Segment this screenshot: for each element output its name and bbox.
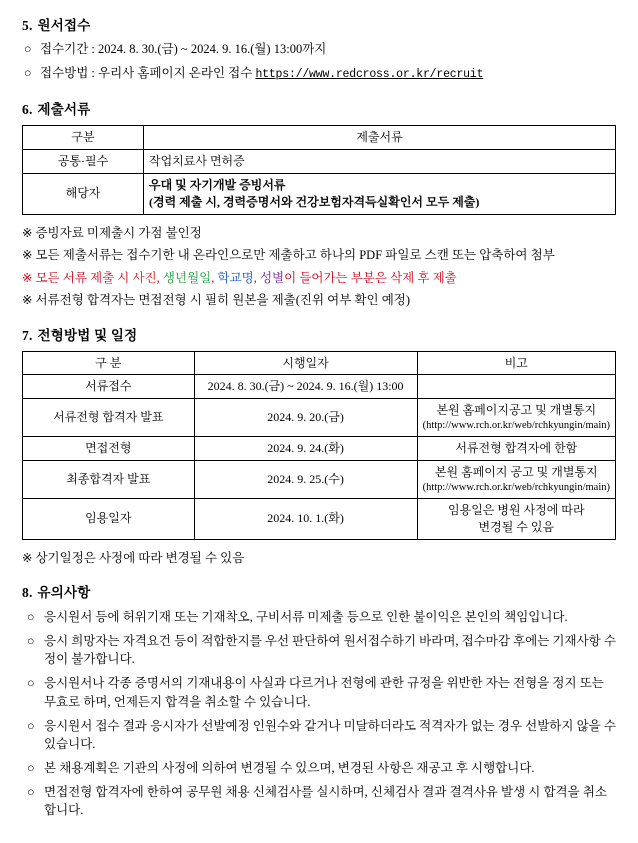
schedule-note-text: 상기일정은 사정에 따라 변경될 수 있음 <box>35 550 245 565</box>
section-title-8 <box>22 581 616 601</box>
application-method-line <box>22 65 616 83</box>
docs-header-documents: 제출서류 <box>144 126 616 150</box>
application-method-label: 접수방법 : <box>40 65 95 80</box>
schedule-header-division: 구 분 <box>23 351 195 375</box>
asterisk-icon: ※ <box>22 225 33 240</box>
docs-note-1-text: 증빙자료 미제출시 가점 불인정 <box>35 225 202 240</box>
schedule-division-1: 서류전형 합격자 발표 <box>23 399 195 437</box>
circle-bullet-icon: ○ <box>27 785 35 799</box>
section-heading-text: 유의사항 <box>37 585 91 600</box>
schedule-header-remark: 비고 <box>417 351 615 375</box>
schedule-division-3: 최종합격자 발표 <box>23 460 195 498</box>
recruit-link[interactable]: https://www.redcross.or.kr/recruit <box>255 67 484 81</box>
section-heading-text: 원서접수 <box>37 18 91 33</box>
remark-line1: 본원 홈페이지 공고 및 개별통지 <box>434 464 598 479</box>
list-item <box>22 783 616 819</box>
docs-doc-line2: (경력 제출 시, 경력증명서와 건강보험자격득실확인서 모두 제출) <box>149 194 480 209</box>
list-item <box>22 717 616 753</box>
remark-line2: (http://www.rch.or.kr/web/rchkyungin/main) <box>422 481 610 493</box>
caution-text-2: 응시 희망자는 자격요건 등이 적합한지를 우선 판단하여 원서접수하기 바라며, 접수마감 후에는 기재사항 수정이 불가합니다. <box>44 634 616 667</box>
section-title-5 <box>22 14 616 34</box>
caution-text-1: 응시원서 등에 허위기재 또는 기재착오, 구비서류 미제출 등으로 인한 불이익은 본인의 책임입니다. <box>44 610 568 624</box>
documents-table <box>22 125 616 214</box>
docs-note-4 <box>22 292 616 310</box>
docs-doc-line1: 우대 및 자기개발 증빙서류 <box>149 177 286 192</box>
section-number: 5. <box>22 18 33 33</box>
application-period-line <box>22 41 616 58</box>
application-method-value: 우리사 홈페이지 온라인 접수 <box>98 65 253 80</box>
schedule-division-0: 서류접수 <box>23 375 195 399</box>
table-row <box>23 498 616 539</box>
schedule-remark-4 <box>417 498 615 539</box>
remark-line2: (http://www.rch.or.kr/web/rchkyungin/main) <box>422 419 610 431</box>
schedule-remark-0 <box>417 375 615 399</box>
section-title-7 <box>22 324 616 344</box>
section-number: 6. <box>22 102 33 118</box>
circle-bullet-icon: ○ <box>27 760 35 775</box>
docs-cell-doc-common: 작업치료사 면허증 <box>144 150 616 174</box>
circle-bullet-icon: ○ <box>27 634 35 649</box>
circle-bullet-icon: ○ <box>27 610 35 624</box>
schedule-date-2: 2024. 9. 24.(화) <box>194 437 417 461</box>
schedule-remark-1 <box>417 399 615 437</box>
cautions-list <box>22 608 616 819</box>
caution-text-3: 응시원서나 각종 증명서의 기재내용이 사실과 다르거나 전형에 관한 규정을 위반한 자는 전형을 정지 또는 무효로 하며, 언제든지 합격을 취소할 수 있습니다. <box>44 676 604 709</box>
schedule-note <box>22 550 616 568</box>
docs-note-2-text: 모든 제출서류는 접수기한 내 온라인으로만 제출하고 하나의 PDF 파일로 스캔 또는 압축하여 첨부 <box>35 248 555 263</box>
docs-note-4-text: 서류전형 합격자는 면접전형 시 필히 원본을 제출(진위 여부 확인 예정) <box>35 293 411 308</box>
remark-line1: 임용일은 병원 사정에 따라 <box>448 502 585 517</box>
remark-line1: 본원 홈페이지공고 및 개별통지 <box>436 403 597 418</box>
schedule-remark-3 <box>417 460 615 498</box>
circle-bullet-icon: ○ <box>24 42 32 56</box>
schedule-table <box>22 351 616 540</box>
section-title-6 <box>22 98 616 118</box>
schedule-division-2: 면접전형 <box>23 437 195 461</box>
docs-note-3-text: 모든 서류 제출 시 사진, 생년월일, 학교명, 성별이 들어가는 부분은 삭제 후 제출 <box>35 270 457 285</box>
schedule-date-1: 2024. 9. 20.(금) <box>194 399 417 437</box>
table-row <box>23 460 616 498</box>
schedule-date-0: 2024. 8. 30.(금) ~ 2024. 9. 16.(월) 13:00 <box>194 375 417 399</box>
circle-bullet-icon: ○ <box>24 65 32 80</box>
list-item <box>22 674 616 710</box>
circle-bullet-icon: ○ <box>27 718 35 733</box>
table-header-row <box>23 351 616 375</box>
docs-header-category: 구분 <box>23 126 144 150</box>
circle-bullet-icon: ○ <box>27 676 35 691</box>
asterisk-icon: ※ <box>22 293 33 308</box>
asterisk-icon: ※ <box>22 550 33 565</box>
list-item <box>22 759 616 777</box>
section-heading-text: 전형방법 및 일정 <box>37 327 138 343</box>
table-row <box>23 399 616 437</box>
schedule-division-4: 임용일자 <box>23 498 195 539</box>
table-row <box>23 150 616 174</box>
docs-cell-category-applicable: 해당자 <box>23 173 144 214</box>
asterisk-icon: ※ <box>22 270 33 285</box>
docs-note-2 <box>22 247 616 265</box>
section-number: 7. <box>22 327 33 343</box>
table-header-row <box>23 126 616 150</box>
caution-text-6: 면접전형 합격자에 한하여 공무원 채용 신체검사를 실시하며, 신체검사 결과 결격사유 발생 시 합격을 취소합니다. <box>44 785 607 818</box>
asterisk-icon: ※ <box>22 248 33 263</box>
docs-note-3 <box>22 270 616 288</box>
table-row <box>23 437 616 461</box>
list-item <box>22 608 616 626</box>
section-number: 8. <box>22 585 33 600</box>
docs-note-1 <box>22 225 616 243</box>
schedule-date-4: 2024. 10. 1.(화) <box>194 498 417 539</box>
section-heading-text: 제출서류 <box>37 102 91 118</box>
caution-text-4: 응시원서 접수 결과 응시자가 선발예정 인원수와 같거나 미달하더라도 적격자가 없는 경우 선발하지 않을 수 있습니다. <box>44 718 616 751</box>
table-row <box>23 173 616 214</box>
docs-cell-doc-applicable <box>144 173 616 214</box>
schedule-header-date: 시행일자 <box>194 351 417 375</box>
table-row <box>23 375 616 399</box>
list-item <box>22 632 616 668</box>
caution-text-5: 본 채용계획은 기관의 사정에 의하여 변경될 수 있으며, 변경된 사항은 재공고 후 시행합니다. <box>44 760 535 775</box>
application-period-label: 접수기간 : <box>40 42 95 56</box>
application-period-value: 2024. 8. 30.(금) ~ 2024. 9. 16.(월) 13:00까지 <box>98 42 327 56</box>
remark-line2: 변경될 수 있음 <box>478 519 555 534</box>
schedule-remark-2: 서류전형 합격자에 한함 <box>417 437 615 461</box>
schedule-date-3: 2024. 9. 25.(수) <box>194 460 417 498</box>
docs-cell-category-common: 공통·필수 <box>23 150 144 174</box>
